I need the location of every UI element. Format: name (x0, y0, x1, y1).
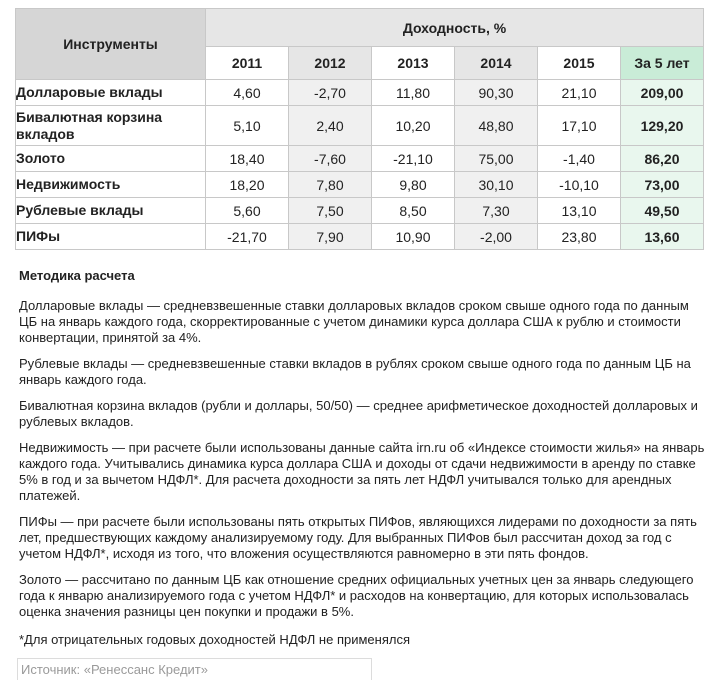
value-cell: 17,10 (538, 106, 621, 146)
yield-header: Доходность, % (206, 9, 704, 47)
value-cell: 48,80 (455, 106, 538, 146)
table-row (16, 80, 704, 106)
instrument-name: Недвижимость (16, 172, 206, 198)
value-cell: 7,50 (289, 198, 372, 224)
methodology-title: Методика расчета (19, 268, 135, 283)
value-cell: 10,20 (372, 106, 455, 146)
instruments-header: Инструменты (16, 9, 206, 80)
value-cell: -21,10 (372, 146, 455, 172)
methodology-paragraph: Бивалютная корзина вкладов (рубли и доллары, 50/50) — среднее арифметическое доходностей долларовых и рублевых вкладов. (19, 398, 698, 429)
methodology-paragraph: Долларовые вклады — средневзвешенные ставки долларовых вкладов сроком свыше одного года по данным ЦБ на январь каждого года, скорректированные с учетом динамики курса доллара США к рублю и стоимости конвертации, принятой за 4%. (19, 298, 689, 345)
total-header: За 5 лет (621, 47, 704, 80)
value-cell: 30,10 (455, 172, 538, 198)
table-row (16, 172, 704, 198)
value-cell: 21,10 (538, 80, 621, 106)
value-cell: -21,70 (206, 224, 289, 250)
methodology-paragraph: Недвижимость — при расчете были использованы данные сайта irn.ru об «Индексе стоимости жилья» на январь каждого года. Учитывались динамика курса доллара США и доходы от сдачи недвижимости в аренду по ставке 5% в год и за вычетом НДФЛ*. Для расчета доходности за пять лет НДФЛ учитывался только для арендных платежей. (19, 440, 705, 503)
table-row (16, 146, 704, 172)
total-cell: 13,60 (621, 224, 704, 250)
value-cell: 90,30 (455, 80, 538, 106)
instrument-name: Долларовые вклады (16, 80, 206, 106)
value-cell: 5,10 (206, 106, 289, 146)
value-cell: 10,90 (372, 224, 455, 250)
year-header: 2012 (289, 47, 372, 80)
total-cell: 209,00 (621, 80, 704, 106)
table-row (16, 224, 704, 250)
methodology-section (19, 268, 709, 630)
value-cell: 9,80 (372, 172, 455, 198)
value-cell: -7,60 (289, 146, 372, 172)
source-caption: Источник: «Ренессанс Кредит» (17, 658, 372, 680)
methodology-paragraph: Золото — рассчитано по данным ЦБ как отношение средних официальных учетных цен за январь следующего года к январю анализируемого года с учетом НДФЛ* и расходов на конвертацию, для которых использовалась оценка значения разницы цен покупки и продажи в 5%. (19, 572, 694, 619)
value-cell: 23,80 (538, 224, 621, 250)
methodology-paragraph: Рублевые вклады — средневзвешенные ставки вкладов в рублях сроком свыше одного года по данным ЦБ на январь каждого года. (19, 356, 691, 387)
instrument-name: Рублевые вклады (16, 198, 206, 224)
value-cell: 4,60 (206, 80, 289, 106)
instrument-name: Золото (16, 146, 206, 172)
instrument-name: ПИФы (16, 224, 206, 250)
value-cell: 13,10 (538, 198, 621, 224)
value-cell: 2,40 (289, 106, 372, 146)
total-cell: 73,00 (621, 172, 704, 198)
value-cell: 11,80 (372, 80, 455, 106)
value-cell: 8,50 (372, 198, 455, 224)
footnote: *Для отрицательных годовых доходностей НДФЛ не применялся (19, 632, 410, 647)
methodology-paragraph: ПИФы — при расчете были использованы пять открытых ПИФов, являющихся лидерами по доходности за пять лет, предшествующих каждому анализируемому году. Для выбранных ПИФов был рассчитан доход за год с учетом НДФЛ*, исходя из того, что вложения осуществляются равномерно в эти пять фондов. (19, 514, 697, 561)
value-cell: 7,80 (289, 172, 372, 198)
value-cell: 7,30 (455, 198, 538, 224)
year-header: 2014 (455, 47, 538, 80)
value-cell: 18,20 (206, 172, 289, 198)
year-header: 2011 (206, 47, 289, 80)
table-row (16, 106, 704, 146)
value-cell: 18,40 (206, 146, 289, 172)
returns-table (15, 8, 704, 250)
value-cell: 5,60 (206, 198, 289, 224)
year-header: 2013 (372, 47, 455, 80)
value-cell: -2,00 (455, 224, 538, 250)
value-cell: -1,40 (538, 146, 621, 172)
value-cell: 75,00 (455, 146, 538, 172)
table-row (16, 198, 704, 224)
total-cell: 49,50 (621, 198, 704, 224)
value-cell: 7,90 (289, 224, 372, 250)
instrument-name: Бивалютная корзина вкладов (16, 106, 206, 146)
total-cell: 129,20 (621, 106, 704, 146)
total-cell: 86,20 (621, 146, 704, 172)
year-header: 2015 (538, 47, 621, 80)
value-cell: -10,10 (538, 172, 621, 198)
value-cell: -2,70 (289, 80, 372, 106)
